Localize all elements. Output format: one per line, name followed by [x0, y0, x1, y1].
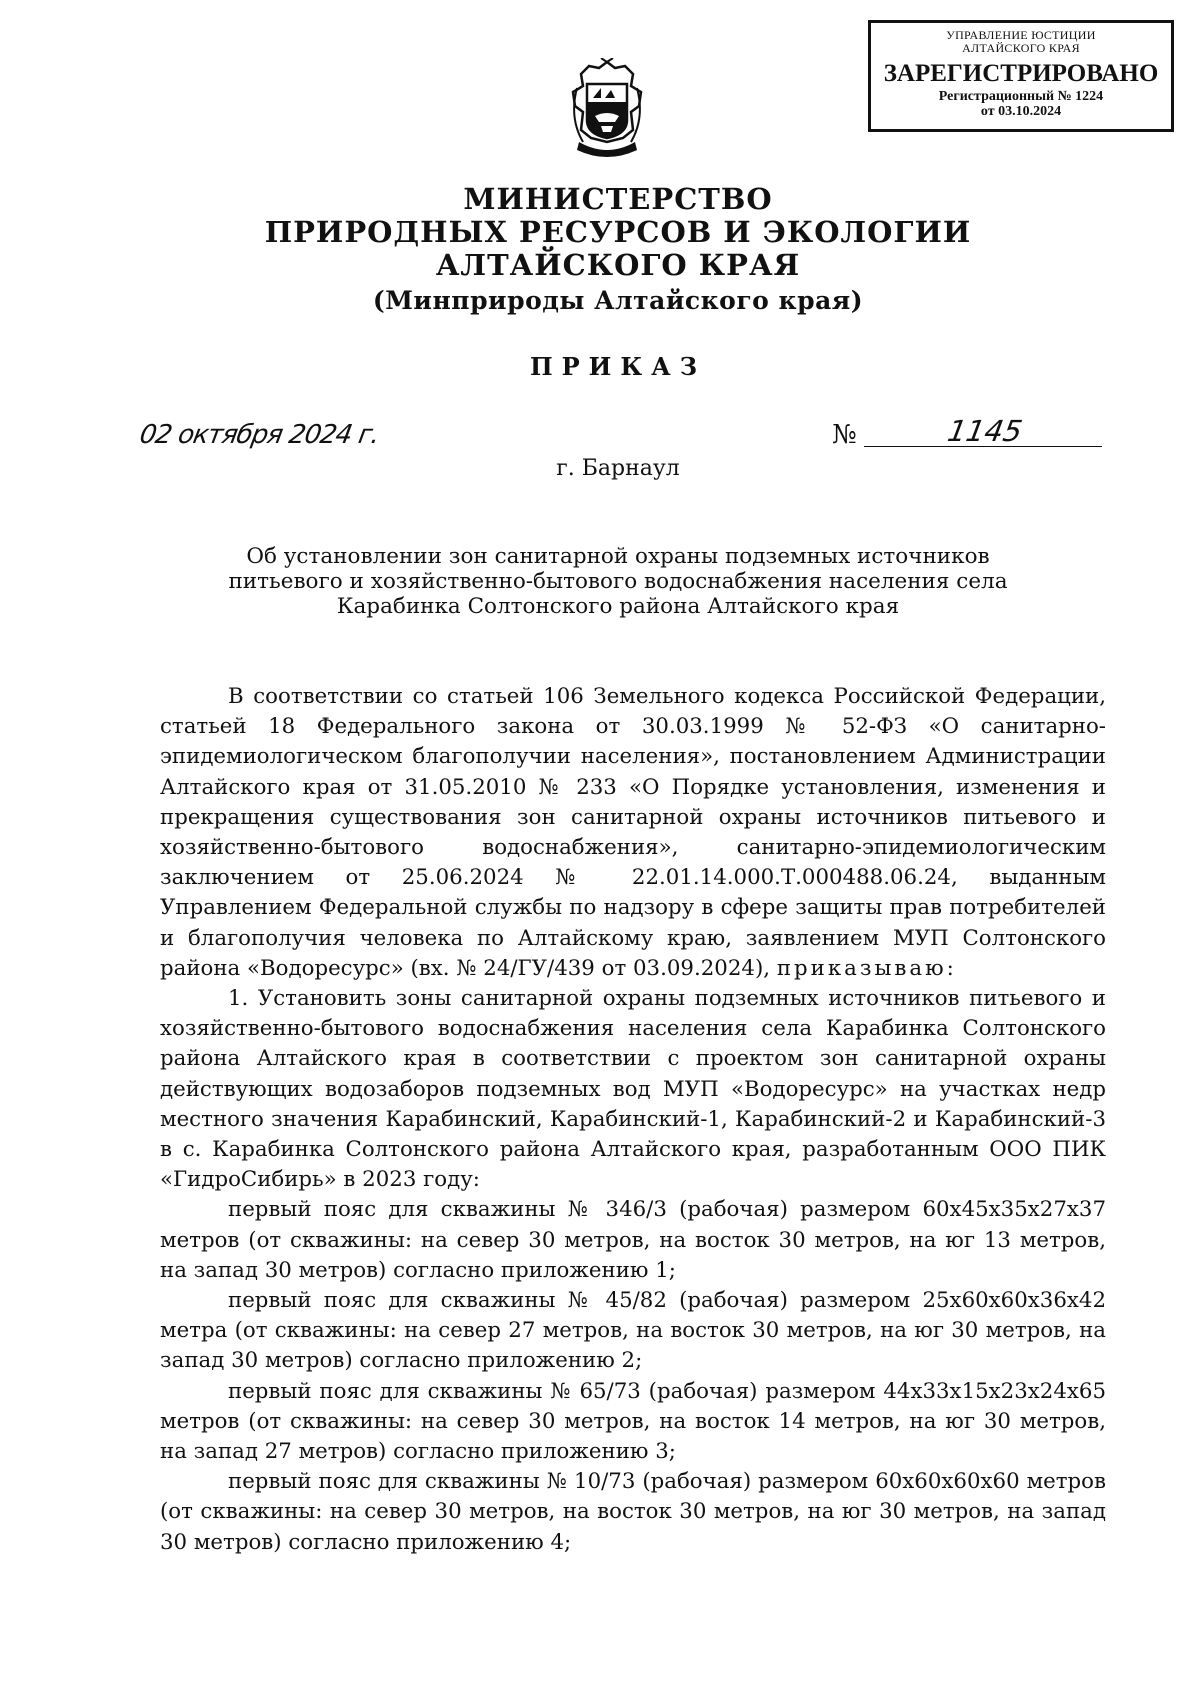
stamp-status: ЗАРЕГИСТРИРОВАНО	[883, 60, 1159, 87]
paragraph-zone-1: первый пояс для скважины № 346/3 (рабочая) размером 60x45x35x27x37 метров (от скважины: на север 30 метров, на восток 30 метров, на юг 13 метров, на запад 30 метров) согласно приложению 1;	[160, 1197, 1106, 1283]
document-body	[160, 682, 1106, 1558]
header-line2: ПРИРОДНЫХ РЕСУРСОВ И ЭКОЛОГИИ	[264, 215, 972, 249]
registration-stamp	[868, 20, 1174, 132]
document-title: Об установлении зон санитарной охраны подземных источников питьевого и хозяйственно-бытового водоснабжения населения села Карабинка Солтонского района Алтайского края	[228, 544, 1008, 619]
document-type: ПРИКАЗ	[529, 352, 707, 381]
city: г. Барнаул	[556, 456, 680, 481]
preamble-text: В соответствии со статьей 106 Земельного кодекса Российской Федерации, статьей 18 Федерального закона от 30.03.1999 № 52-ФЗ «О санитарно-эпидемиологическом благополучии населения», постановлением Администрации Алтайского края от 31.05.2010 № 233 «О Порядке установления, изменения и прекращения существования зон санитарной охраны источников питьевого и хозяйственно-бытового водоснабжения», санитарно-эпидемиологическим заключением от 25.06.2024 № 22.01.14.000.Т.000488.06.24, выданным Управлением Федеральной службы по надзору в сфере защиты прав потребителей и благополучия человека по Алтайскому краю, заявлением МУП Солтонского района «Водоресурс» (вх. № 24/ГУ/439 от 03.09.2024),	[160, 684, 1106, 981]
stamp-line2: АЛТАЙСКОГО КРАЯ	[962, 41, 1080, 55]
order-verb: приказываю:	[776, 955, 957, 981]
paragraph-preamble	[160, 682, 1106, 984]
stamp-reg-number: Регистрационный № 1224	[938, 89, 1104, 104]
coat-of-arms-icon	[565, 58, 650, 168]
paragraph-zone-2: первый пояс для скважины № 45/82 (рабочая) размером 25x60x60x36x42 метра (от скважины: на север 27 метров, на восток 30 метров, на юг 30 метров, на запад 30 метров) согласно приложению 2;	[160, 1288, 1106, 1374]
number-label: №	[832, 420, 857, 450]
paragraph-zone-3: первый пояс для скважины № 65/73 (рабочая) размером 44x33x15x23x24x65 метров (от скважины: на север 30 метров, на восток 14 метров, на юг 30 метров, на запад 27 метров) согласно приложению 3;	[160, 1378, 1106, 1465]
paragraph-zone-4: первый пояс для скважины № 10/73 (рабочая) размером 60x60x60x60 метров (от скважины: на север 30 метров, на восток 30 метров, на юг 30 метров, на запад 30 метров) согласно приложению 4;	[160, 1469, 1106, 1555]
header-line3: АЛТАЙСКОГО КРАЯ	[435, 248, 801, 282]
paragraph-1: 1. Установить зоны санитарной охраны подземных источников питьевого и хозяйственно-бытового водоснабжения населения села Карабинка Солтонского района Алтайского края в соответствии с проектом зон санитарной охраны действующих водозаборов подземных вод МУП «Водоресурс» на участках недр местного значения Карабинский, Карабинский-1, Карабинский-2 и Карабинский-3 в с. Карабинка Солтонского района Алтайского края, разработанным ООО ПИК «ГидроСибирь» в 2023 году:	[160, 986, 1106, 1193]
ministry-header	[0, 183, 1200, 318]
header-line1: МИНИСТЕРСТВО	[463, 182, 773, 216]
header-short-name: (Минприроды Алтайского края)	[372, 286, 864, 315]
stamp-date: от 03.10.2024	[980, 104, 1062, 119]
handwritten-date: 02 октября 2024 г.	[137, 420, 382, 450]
stamp-line1: УПРАВЛЕНИЕ ЮСТИЦИИ	[946, 28, 1096, 42]
handwritten-number: 1145	[945, 414, 1025, 448]
